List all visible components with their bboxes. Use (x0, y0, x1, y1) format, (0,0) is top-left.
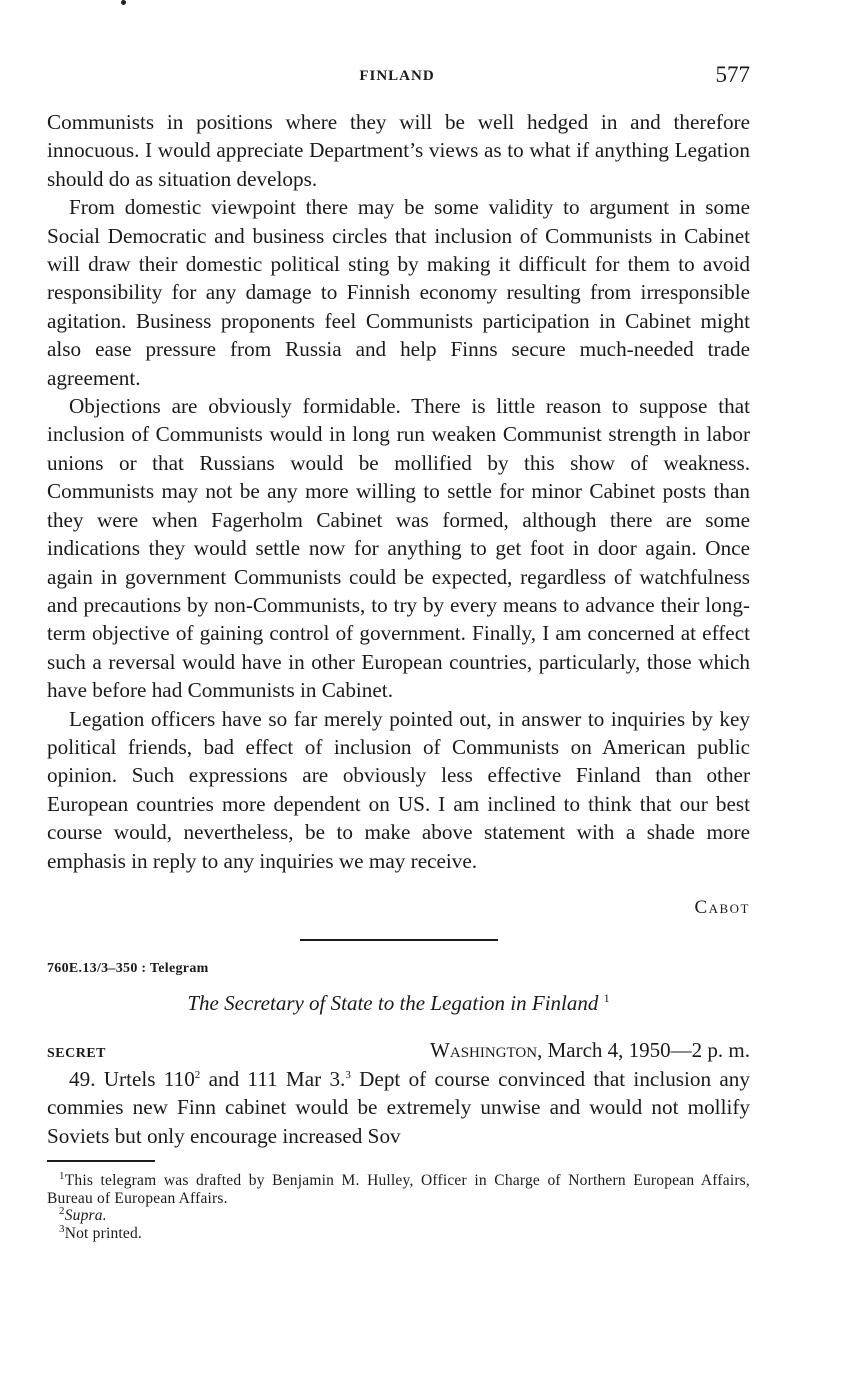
running-header (47, 62, 750, 92)
running-title: FINLAND (359, 68, 435, 84)
footnote-mark-3: 3 (59, 1222, 65, 1235)
footnote-mark-1: 1 (59, 1170, 65, 1183)
footnote-ref-1: 1 (603, 990, 610, 1005)
telegram-body-part2: and 111 Mar 3. (200, 1066, 346, 1091)
footnote-1 (47, 1172, 750, 1207)
paragraph-objections: Objections are obviously formidable. There is little reason to suppose that inclusion of Communists would in long run weaken Communist strength in labor unions or that Russians would be mollified by this show of weakness. Communists may not be any more willing to settle for minor Cabinet posts than they were when Fagerholm Cabinet was formed, although there are some indications they would settle now for anything to get foot in door again. Once again in government Communists could be expected, regardless of watchfulness and precautions by non-Communists, to try by every means to advance their long-term objective of gaining control of government. Finally, I am concerned at effect such a reversal would have in other European countries, particularly, those which have before had Communists in Cabinet. (47, 394, 750, 703)
footnote-2 (47, 1207, 750, 1225)
telegram-body-part3: Dept of course convinced that inclusion any commies new Finn cabinet would be extremely unwise and would not mollify Soviets but only encourage increased Sov (47, 1066, 750, 1148)
footnote-text-2: Supra. (64, 1207, 107, 1225)
footnote-ref-3: 3 (345, 1068, 351, 1081)
file-reference: 760E.13/3–350 : Telegram (47, 960, 209, 976)
page-number: 577 (715, 62, 750, 87)
signature: Cabot (694, 896, 750, 918)
dateline-place: Washington (430, 1037, 538, 1062)
telegram-body-part1: 49. Urtels 110 (69, 1066, 195, 1091)
document-page (47, 0, 750, 1380)
footnote-ref-2: 2 (194, 1068, 201, 1081)
document-title (47, 991, 750, 1016)
place-date (430, 1038, 750, 1063)
paragraph-domestic-viewpoint: From domestic viewpoint there may be some validity to argument in some Social Democratic and business circles that inclusion of Communists in Cabinet will draw their domestic political sting by making it difficult for them to avoid responsibility for any damage to Finnish economy resulting from irresponsible agitation. Business proponents feel Communists participation in Cabinet might also ease pressure from Russia and help Finns secure much-needed trade agreement. (47, 195, 750, 390)
footnotes (47, 1172, 750, 1242)
section-divider (300, 939, 498, 941)
body-text (47, 108, 750, 1242)
classification-label: SECRET (47, 1045, 107, 1061)
dateline-date: , March 4, 1950—2 p. m. (537, 1037, 750, 1062)
paragraph-continued: Communists in positions where they will be well hedged in and therefore innocuous. I would appreciate Department’s views as to what if anything Legation should do as situation develops. (47, 110, 750, 191)
footnote-divider (47, 1160, 155, 1162)
footnote-text-1: This telegram was drafted by Benjamin M. Hulley, Officer in Charge of Northern European Affairs, Bureau of European Affairs. (47, 1172, 750, 1207)
footnote-text-3: Not printed. (64, 1224, 143, 1242)
footnote-mark-2: 2 (59, 1205, 65, 1218)
footnote-3 (47, 1222, 750, 1243)
paragraph-legation-officers: Legation officers have so far merely pointed out, in answer to inquiries by key political friends, bad effect of inclusion of Communists on American public opinion. Such expressions are obviously less effective Finland than other European countries more dependent on US. I am inclined to think that our best course would, nevertheless, be to make above statement with a shade more emphasis in reply to any inquiries we may receive. (47, 706, 750, 873)
telegram-body (47, 1065, 750, 1150)
document-title-text: The Secretary of State to the Legation in Finland (187, 990, 599, 1015)
dateline (47, 1038, 750, 1063)
